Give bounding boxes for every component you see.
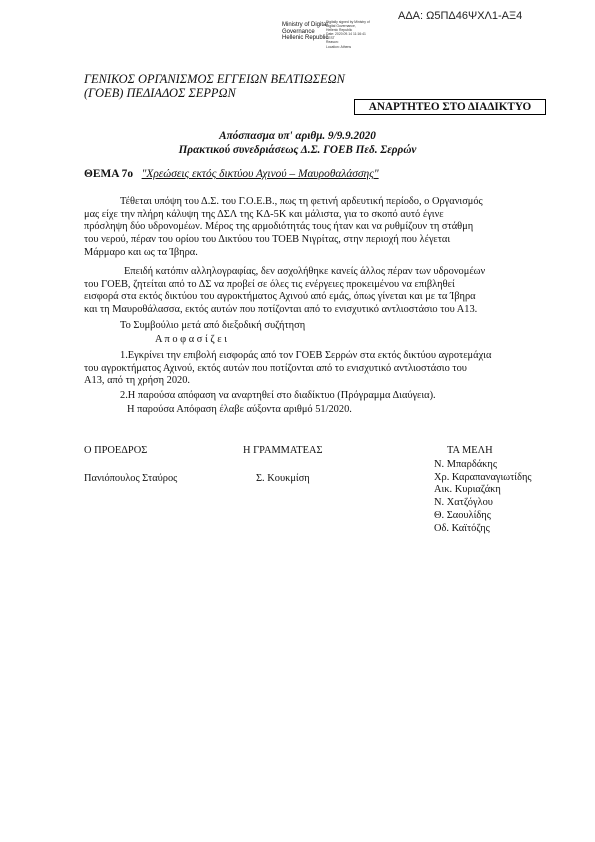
excerpt-number: Απόσπασμα υπ' αριθμ. 9/9.9.2020	[219, 130, 376, 142]
organization-line: ΓΕΝΙΚΟΣ ΟΡΓΑΝΙΣΜΟΣ ΕΓΓΕΙΩΝ ΒΕΛΤΙΩΣΕΩΝ	[84, 72, 345, 86]
secretary-title: Η ΓΡΑΜΜΑΤΕΑΣ	[243, 445, 323, 456]
organization-line: (ΓΟΕΒ) ΠΕΔΙΑΔΟΣ ΣΕΡΡΩΝ	[84, 86, 236, 100]
digital-signature-details	[326, 20, 370, 49]
text-line: πρόσληψη δύο υδρονομέων. Μέρος της αρμοδιότητάς τους ήταν και να ρυθμίζουν τη στάθμη	[84, 221, 474, 233]
text-line: του αγροκτήματος Αχινού, εκτός αυτών που ποτίζονται από το ενισχυτικό αντλιοστάσιο του	[84, 362, 467, 374]
paragraph-intro	[84, 196, 554, 260]
text-line: μας είχε την πλήρη κάλυψη της ΔΣΛ της ΚΔ-5Κ και μάλιστα, για το σκοπό αυτό έγινε	[84, 208, 444, 220]
text-line: Η παρούσα Απόφαση έλαβε αύξοντα αριθμό 51/2020.	[127, 404, 352, 415]
president-title: Ο ΠΡΟΕΔΡΟΣ	[84, 445, 148, 456]
decision-one	[84, 350, 554, 388]
signature-line: Hellenic Republic	[282, 35, 329, 41]
signature-detail: Date: 2020.09.14 11:16:41	[326, 32, 366, 37]
text-line: Επειδή κατόπιν αλληλογραφίας, δεν ασχολήθηκε κανείς άλλος πέραν των υδρονομέων	[124, 266, 486, 277]
posted-online-label: ΑΝΑΡΤΗΤΕΟ ΣΤΟ ΔΙΑΔΙΚΤΥΟ	[354, 99, 546, 115]
member-name: Οδ. Καϊτόζης	[434, 522, 490, 534]
text-line: του νερού, πέραν του ορίου του Δικτύου του ΤΟΕΒ Νιγρίτας, στην περιοχή που λέγεται	[84, 234, 451, 246]
signature-detail: Hellenic Republic	[326, 28, 353, 33]
text-line: εισφορά στα εκτός δικτύου του αγροκτήματος Αχινού από εμάς, όπως γίνεται και με τα Ίβηρα	[84, 291, 476, 303]
signature-detail: Location: Athens	[326, 44, 352, 49]
signature-detail: EEST	[326, 36, 335, 41]
topic-title: "Χρεώσεις εκτός δικτύου Αχινού – Μαυροθαλάσσης"	[141, 168, 379, 180]
ada-code: ΑΔΑ: Ω5ΠΔ46ΨΧΛ1-ΑΞ4	[398, 10, 523, 22]
organization-name	[84, 72, 345, 100]
text-line: 1.Εγκρίνει την επιβολή εισφοράς από τον ΓΟΕΒ Σερρών στα εκτός δικτύου αγροτεμάχια	[120, 350, 492, 361]
signature-line: Governance	[282, 28, 315, 35]
signature-line: Ministry of Digital	[282, 22, 328, 28]
president-name: Πανιόπουλος Σταύρος	[84, 473, 178, 484]
board-discussion	[84, 320, 554, 333]
excerpt-heading	[0, 130, 595, 157]
paragraph-request	[84, 266, 554, 317]
decides-heading	[84, 334, 554, 347]
text-line: Α π ο φ α σ ί ζ ε ι	[155, 334, 228, 345]
topic-line	[84, 168, 379, 180]
text-line: 2.Η παρούσα απόφαση να αναρτηθεί στο διαδίκτυο (Πρόγραμμα Διαύγεια).	[120, 390, 436, 401]
member-name: Αικ. Κυριαζάκη	[434, 484, 501, 496]
text-line: Τέθεται υπόψη του Δ.Σ. του Γ.Ο.Ε.Β., πως τη φετινή αρδευτική περίοδο, ο Οργανισμός	[120, 196, 483, 207]
text-line: Α13, από τη χρήση 2020.	[84, 375, 191, 387]
members-title: ΤΑ ΜΕΛΗ	[447, 445, 493, 456]
members-list	[434, 459, 532, 535]
text-line: του ΓΟΕΒ, ζητείται από το ΔΣ να προβεί σε όλες τις ενέργειες προκειμένου να επιβληθεί	[84, 278, 455, 290]
excerpt-subtitle: Πρακτικού συνεδριάσεως Δ.Σ. ΓΟΕΒ Πεδ. Σερρών	[178, 143, 417, 156]
text-line: και τη Μαυροθάλασσα, εκτός αυτών που ποτίζονται από το ενισχυτικό αντλιοστάσιο του Α13.	[84, 304, 478, 316]
decision-two	[84, 390, 554, 403]
signature-detail: Reason:	[326, 40, 339, 45]
signature-detail: Digitally signed by Ministry of	[326, 20, 370, 24]
member-name: Ν. Μπαρδάκης	[434, 459, 497, 470]
digital-signature-block	[282, 22, 328, 42]
topic-label: ΘΕΜΑ 7ο	[84, 168, 134, 180]
member-name: Ν. Χατζόγλου	[434, 497, 493, 509]
signature-detail: Digital Governance,	[326, 24, 356, 29]
member-name: Χρ. Καραπαναγιωτίδης	[434, 471, 532, 483]
member-name: Θ. Σαουλίδης	[434, 509, 491, 521]
decision-number	[84, 404, 554, 417]
text-line: Το Συμβούλιο μετά από διεξοδική συζήτηση	[120, 320, 306, 331]
secretary-name: Σ. Κουκμίση	[256, 473, 310, 484]
text-line: Μάρμαρο και ως τα Ίβηρα.	[84, 246, 198, 258]
